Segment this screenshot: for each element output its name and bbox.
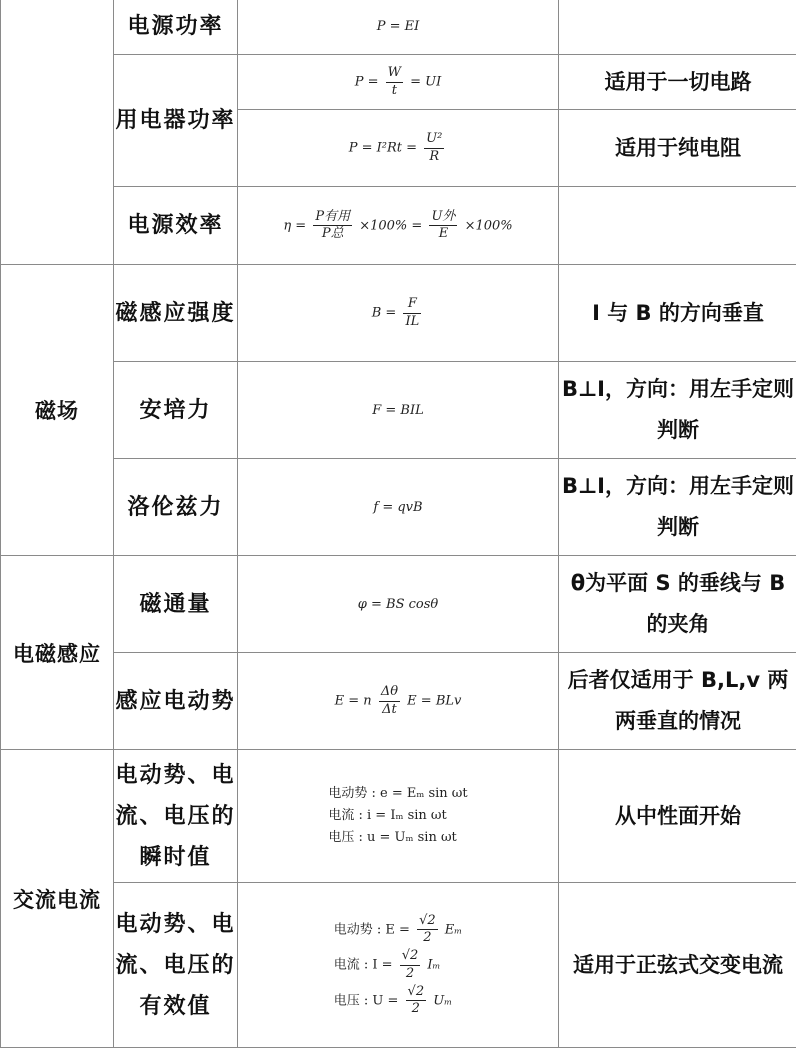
formula xyxy=(238,265,559,362)
formula-part: Eₘ xyxy=(444,921,463,937)
quantity-name: 磁感应强度 xyxy=(114,265,238,362)
formula-part: η = xyxy=(283,218,307,233)
note: 适用于正弦式交变电流 xyxy=(559,883,796,1048)
fraction xyxy=(417,914,438,946)
category-cell: 交流电流 xyxy=(1,750,114,1048)
formula: f = qvB xyxy=(238,459,559,556)
formula xyxy=(238,883,559,1048)
numerator: F xyxy=(403,297,421,313)
category-cell: 电磁感应 xyxy=(1,556,114,750)
category-cell: 磁场 xyxy=(1,265,114,556)
note: θ为平面 S 的垂线与 B 的夹角 xyxy=(559,556,796,653)
formula-part: = UI xyxy=(410,74,442,90)
fraction xyxy=(400,949,421,981)
formula xyxy=(238,187,559,265)
formula-part: P = I²Rt = xyxy=(348,140,417,156)
denominator: 2 xyxy=(411,1001,420,1017)
formula-part: Iₘ xyxy=(427,957,441,973)
note: B⊥I，方向：用左手定则判断 xyxy=(559,362,796,459)
numerator: √2 xyxy=(400,949,421,965)
fraction xyxy=(406,985,427,1017)
formula xyxy=(238,110,559,187)
note: B⊥I，方向：用左手定则判断 xyxy=(559,459,796,556)
numerator: W xyxy=(386,66,403,82)
category-cell xyxy=(1,0,114,265)
note xyxy=(559,187,796,265)
note: 从中性面开始 xyxy=(559,750,796,883)
denominator: 2 xyxy=(405,965,415,981)
formula: φ = BS cosθ xyxy=(238,556,559,653)
formula-part: E = BLv xyxy=(407,693,462,709)
formula-line xyxy=(334,914,462,946)
table-row xyxy=(1,55,796,110)
fraction xyxy=(403,297,421,329)
formula-line xyxy=(334,949,462,981)
table-row xyxy=(1,750,796,883)
numerator: U外 xyxy=(429,210,457,226)
formula-part: Uₘ xyxy=(433,993,453,1009)
quantity-name: 电源效率 xyxy=(114,187,238,265)
denominator: IL xyxy=(405,313,420,329)
note xyxy=(559,0,796,55)
quantity-name: 安培力 xyxy=(114,362,238,459)
formula-lines xyxy=(328,783,467,849)
numerator: √2 xyxy=(417,914,438,930)
fraction xyxy=(386,66,403,98)
table-row xyxy=(1,265,796,362)
numerator: P有用 xyxy=(313,210,352,226)
numerator: √2 xyxy=(406,985,427,1001)
table-row xyxy=(1,362,796,459)
formula: F = BIL xyxy=(238,362,559,459)
note: 后者仅适用于 B,L,v 两两垂直的情况 xyxy=(559,653,796,750)
formula xyxy=(238,653,559,750)
numerator: Δθ xyxy=(379,685,400,701)
formula-line xyxy=(334,985,462,1017)
fraction xyxy=(429,210,457,242)
formula xyxy=(238,750,559,883)
fraction xyxy=(313,210,352,242)
formula-line: 电动势 : e = Eₘ sin ωt xyxy=(328,785,468,801)
formula: P = EI xyxy=(238,0,559,55)
quantity-name: 洛伦兹力 xyxy=(114,459,238,556)
note: 适用于一切电路 xyxy=(559,55,796,110)
note: 适用于纯电阻 xyxy=(559,110,796,187)
denominator: 2 xyxy=(423,929,432,945)
denominator: Δt xyxy=(382,701,397,717)
quantity-name: 感应电动势 xyxy=(114,653,238,750)
note: I 与 B 的方向垂直 xyxy=(559,265,796,362)
table-row xyxy=(1,883,796,1048)
formula-part: 电动势 : E = xyxy=(333,921,410,937)
denominator: E xyxy=(438,226,449,241)
denominator: P总 xyxy=(321,226,344,241)
formula xyxy=(238,55,559,110)
formula-part: 电压 : U = xyxy=(333,993,399,1009)
denominator: t xyxy=(391,82,397,98)
quantity-name: 电动势、电流、电压的瞬时值 xyxy=(114,750,238,883)
formula-part: ×100% xyxy=(464,218,513,233)
fraction xyxy=(424,132,444,164)
formula-part: B = xyxy=(371,305,397,321)
numerator: U² xyxy=(424,132,444,148)
denominator: R xyxy=(429,148,440,164)
table-row xyxy=(1,0,796,55)
formula-line: 电流 : i = Iₘ sin ωt xyxy=(328,807,447,823)
formula-part: E = n xyxy=(334,693,372,709)
formula-line: 电压 : u = Uₘ sin ωt xyxy=(328,830,457,846)
formula-part: 电流 : I = xyxy=(333,957,393,973)
formula-lines xyxy=(334,910,462,1021)
quantity-name: 电源功率 xyxy=(114,0,238,55)
table-row xyxy=(1,556,796,653)
table-row xyxy=(1,459,796,556)
table-row xyxy=(1,653,796,750)
quantity-name: 磁通量 xyxy=(114,556,238,653)
quantity-name: 用电器功率 xyxy=(114,55,238,187)
quantity-name: 电动势、电流、电压的有效值 xyxy=(114,883,238,1048)
formula-part: ×100% = xyxy=(359,218,423,233)
table-row xyxy=(1,187,796,265)
formula-part: P = xyxy=(354,74,379,90)
fraction xyxy=(379,685,400,717)
